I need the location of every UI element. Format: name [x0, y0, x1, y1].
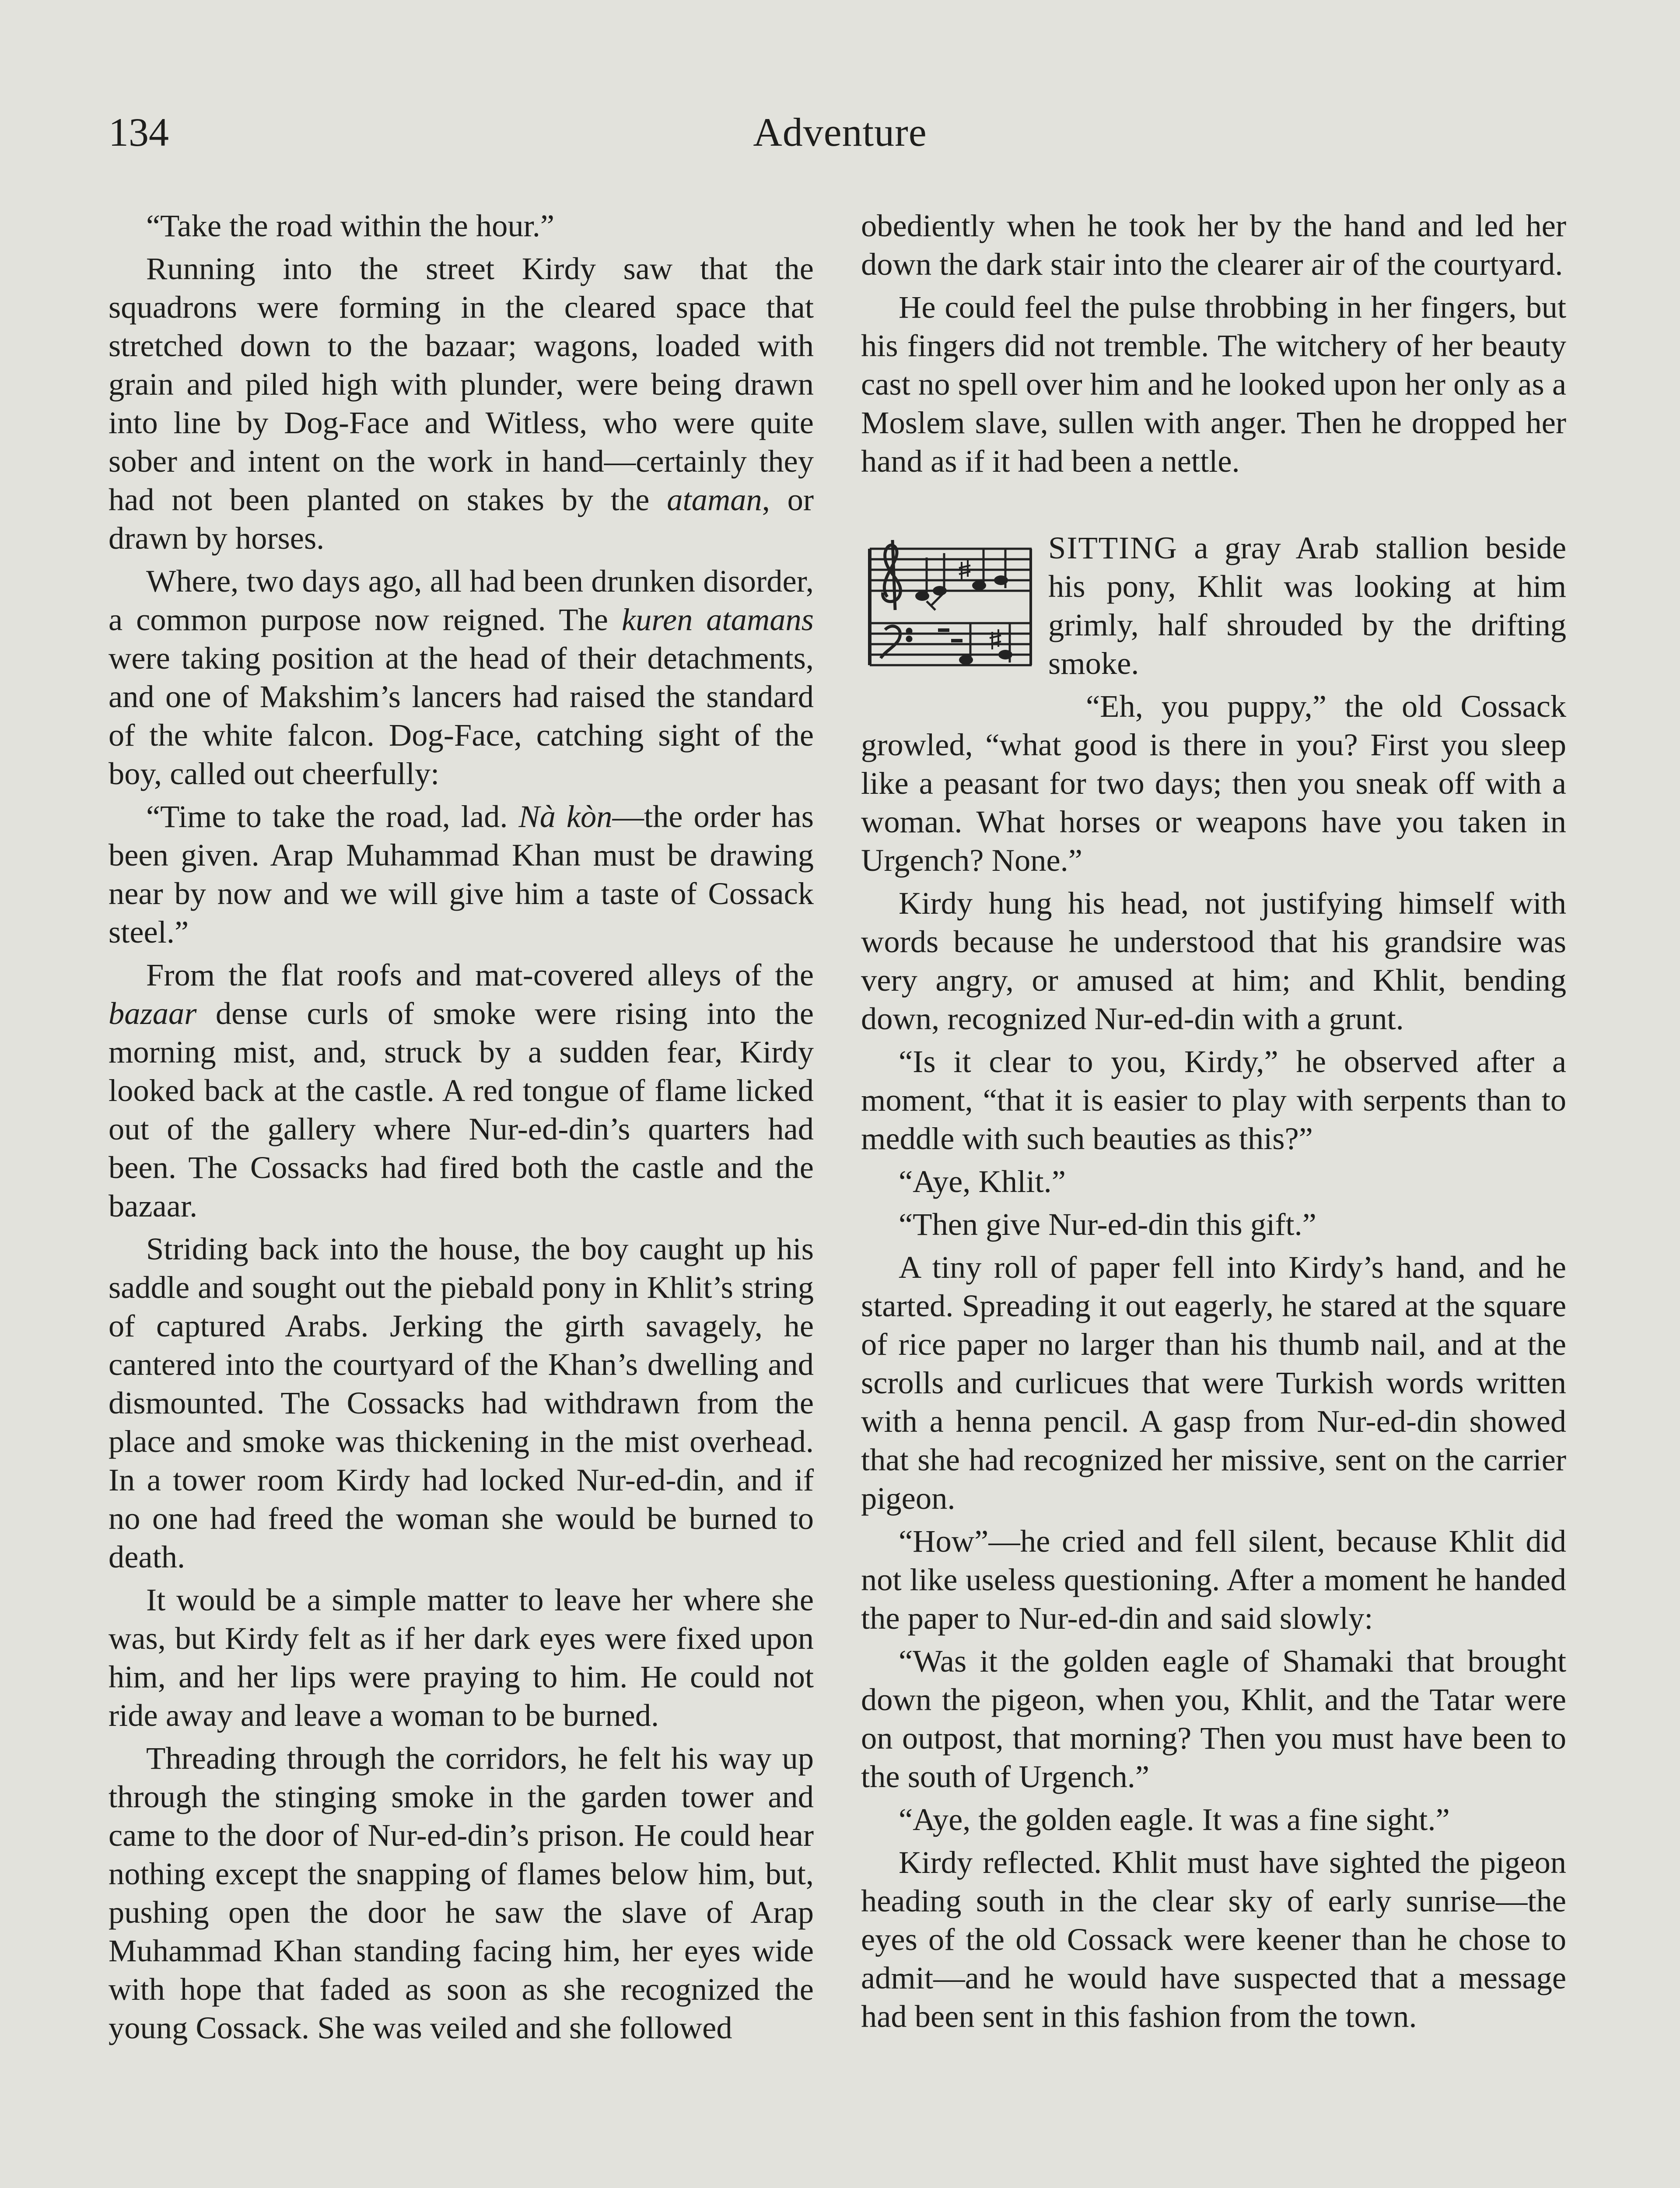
paragraph: Kirdy hung his head, not justifying himself with words because he understood that his grandsire was very angry, or amused at him; and Khlit, bending down, recognized Nur-ed-din with a grunt. [861, 885, 1566, 1036]
paragraph: “Was it the golden eagle of Shamaki that brought down the pigeon, when you, Khlit, and the Tatar were on outpost, that morning? Then you must have been to the south of Urgench.” [861, 1643, 1566, 1794]
paragraph: “Aye, the golden eagle. It was a fine sight.” [899, 1802, 1450, 1837]
paragraph: It would be a simple matter to leave her where she was, but Kirdy felt as if her dark eyes were fixed upon him, and her lips were praying to him. He could not ride away and leave a woman to be burned. [108, 1582, 814, 1733]
paragraph: “Time to take the road, lad. Nà kòn—the order has been given. Arap Muhammad Khan must be drawing near by now and we will give him a taste of Cossack steel.” [108, 799, 814, 950]
paragraph: Running into the street Kirdy saw that the squadrons were forming in the cleared space that stretched down to the bazaar; wagons, loaded with grain and piled high with plunder, were being drawn into line by Dog-Face and Witless, who were quite sober and intent on the work in hand—certainly they had not been planted on stakes by the ataman, or drawn by horses. [108, 251, 814, 556]
italic-term: bazaar [108, 996, 197, 1031]
section-opening-paragraph: SITTING a gray Arab stallion beside his pony, Khlit was looking at him grimly, half shrouded by the drifting smoke. [861, 529, 1566, 683]
paragraph: “Aye, Khlit.” [899, 1164, 1066, 1199]
paragraph: A tiny roll of paper fell into Kirdy’s hand, and he started. Spreading it out eagerly, he stared at the square of rice paper no larger than his thumb nail, and at the scrolls and curlicues that were Turkish words written with a henna pencil. A gasp from Nur-ed-din showed that she had recognized her missive, sent on the carrier pigeon. [861, 1249, 1566, 1516]
paragraph: Where, two days ago, all had been drunken disorder, a common purpose now reigned. The kuren atamans were taking position at the head of their detachments, and one of Makshim’s lancers had raised the standard of the white falcon. Dog-Face, catching sight of the boy, called out cheerfully: [108, 563, 814, 791]
right-column [861, 207, 1566, 2040]
italic-term: kuren atamans [621, 602, 814, 637]
music-notation-ornament [861, 531, 1036, 689]
italic-term: Nà kòn [518, 799, 612, 834]
left-column [108, 207, 814, 2051]
paragraph: obediently when he took her by the hand and led her down the dark stair into the clearer air of the courtyard. [861, 208, 1566, 282]
italic-term: ataman [667, 482, 762, 517]
paragraph: From the flat roofs and mat-covered alleys of the bazaar dense curls of smoke were rising into the morning mist, and, struck by a sudden fear, Kirdy looked back at the castle. A red tongue of flame licked out of the gallery where Nur-ed-din’s quarters had been. The Cossacks had fired both the castle and the bazaar. [108, 957, 814, 1224]
paragraph: “Take the road within the hour.” [146, 208, 555, 243]
paragraph: He could feel the pulse throbbing in her fingers, but his fingers did not tremble. The witchery of her beauty cast no spell over him and he looked upon her only as a Moslem slave, sullen with anger. Then he dropped her hand as if it had been a nettle. [861, 289, 1566, 479]
page-number: 134 [108, 110, 169, 154]
paragraph: “Eh, you puppy,” the old Cossack growled, “what good is there in you? First you sleep like a peasant for two days; then you sneak off with a woman. What horses or weapons have you taken in Urgench? None.” [861, 688, 1566, 878]
section-lead-word: SITTING [1048, 530, 1178, 565]
running-title: Adventure [753, 110, 927, 154]
page-header [108, 102, 1572, 163]
paragraph: Threading through the corridors, he felt his way up through the stinging smoke in the garden tower and came to the door of Nur-ed-din’s prison. He could hear nothing except the snapping of flames below him, but, pushing open the door he saw the slave of Arap Muhammad Khan standing facing him, her eyes wide with hope that faded as soon as she recognized the young Cossack. She was veiled and she followed [108, 1740, 814, 2045]
paragraph: “Is it clear to you, Kirdy,” he observed after a moment, “that it is easier to play with serpents than to meddle with such beauties as this?” [861, 1044, 1566, 1156]
paragraph: Kirdy reflected. Khlit must have sighted the pigeon heading south in the clear sky of early sunrise—the eyes of the old Cossack were keener than he chose to admit—and he would have suspected that a message had been sent in this fashion from the town. [861, 1844, 1566, 2034]
paragraph: Striding back into the house, the boy caught up his saddle and sought out the piebald pony in Khlit’s string of captured Arabs. Jerking the girth savagely, he cantered into the courtyard of the Khan’s dwelling and dismounted. The Cossacks had withdrawn from the place and smoke was thickening in the mist overhead. In a tower room Kirdy had locked Nur-ed-din, and if no one had freed the woman she would be burned to death. [108, 1231, 814, 1574]
paragraph: “How”—he cried and fell silent, because Khlit did not like useless questioning. After a moment he handed the paper to Nur-ed-din and said slowly: [861, 1523, 1566, 1636]
paragraph: “Then give Nur-ed-din this gift.” [899, 1206, 1316, 1242]
